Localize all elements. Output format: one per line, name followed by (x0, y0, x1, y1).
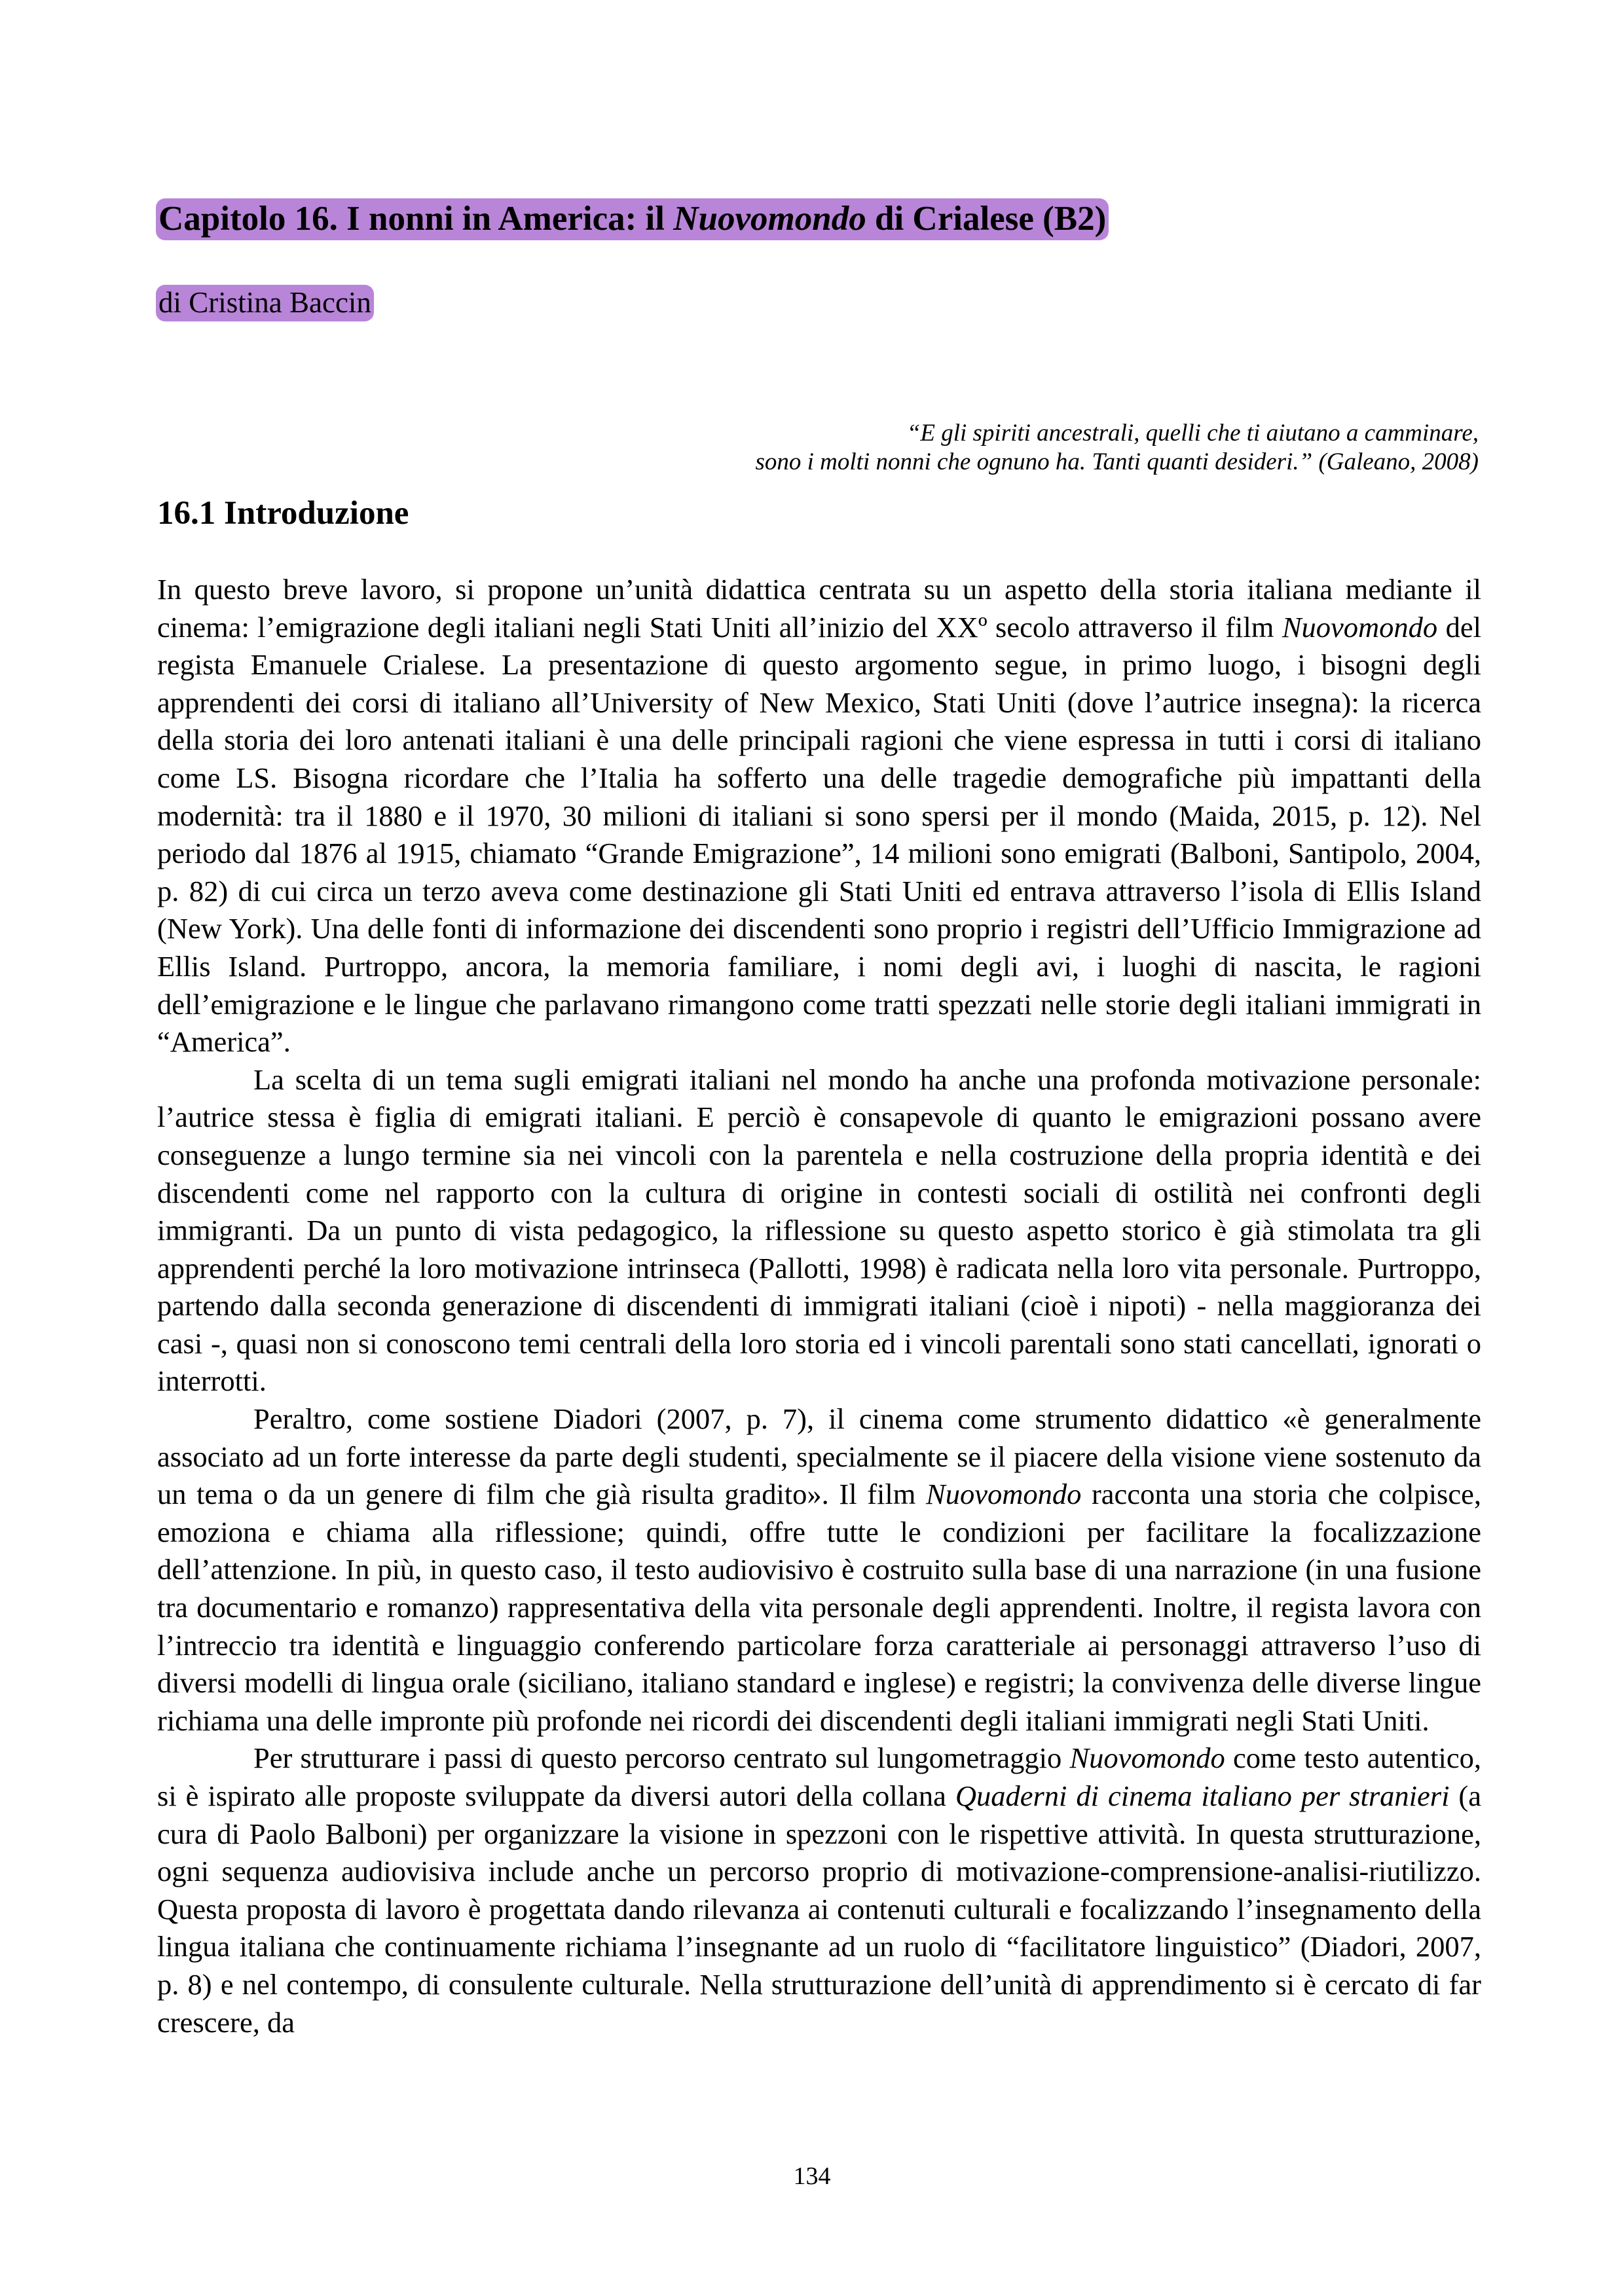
paragraph-text: Peraltro, come sostiene Diadori (2007, p. 7), il cinema come strumento didattico «è generalmente associato ad un forte interesse da parte degli studenti, specialmente se il piacere della visione viene sostenuto da un tema o da un genere di film che già risulta gradito». Il film (157, 1402, 1481, 1511)
body-paragraph (157, 1400, 1481, 1740)
epigraph-line-2: sono i molti nonni che ognuno ha. Tanti quanti desideri.” (Galeano, 2008) (755, 448, 1479, 475)
italic-title-text: Nuovomondo (1069, 1741, 1225, 1775)
chapter-author (156, 282, 374, 323)
chapter-title-prefix: Capitolo 16. I nonni in America: il (158, 200, 674, 238)
section-heading: 16.1 Introduzione (157, 495, 409, 532)
paragraph-text: del regista Emanuele Crialese. La presentazione di questo argomento segue, in primo luogo, i bisogni degli apprendenti dei corsi di italiano all’University of New Mexico, Stati Uniti (dove l’autrice insegna): la ricerca della storia dei loro antenati italiani è una delle principali ragioni che viene espressa in tutti i corsi di italiano come LS. Bisogna ricordare che l’Italia ha sofferto una delle tragedie demografiche più impattanti della modernità: tra il 1880 e il 1970, 30 milioni di italiani si sono spersi per il mondo (Maida, 2015, p. 12). Nel periodo dal 1876 al 1915, chiamato “Grande Emigrazione”, 14 milioni sono emigrati (Balboni, Santipolo, 2004, p. 82) di cui circa un terzo aveva come destinazione gli Stati Uniti ed entrava attraverso l’isola di Ellis Island (New York). Una delle fonti di informazione dei discendenti sono proprio i registri dell’Ufficio Immigrazione ad Ellis Island. Purtroppo, ancora, la memoria familiare, i nomi degli avi, i luoghi di nascita, le ragioni dell’emigrazione e le lingue che parlavano rimangono come tratti spezzati nelle storie degli italiani immigrati in “America”. (157, 610, 1481, 1059)
italic-title-text: Quaderni di cinema italiano per stranieri (955, 1779, 1450, 1812)
paragraph-text: La scelta di un tema sugli emigrati italiani nel mondo ha anche una profonda motivazione personale: l’autrice stessa è figlia di emigrati italiani. E perciò è consapevole di quanto le emigrazioni possano avere conseguenze a lungo termine sia nei vincoli con la parentela e nella costruzione della propria identità e dei discendenti come nel rapporto con la cultura di origine in contesti sociali di ostilità nei confronti degli immigranti. Da un punto di vista pedagogico, la riflessione su questo aspetto storico è già stimolata tra gli apprendenti perché la loro motivazione intrinseca (Pallotti, 1998) è radicata nella loro vita personale. Purtroppo, partendo dalla seconda generazione di discendenti di immigrati italiani (cioè i nipoti) - nella maggioranza dei casi -, quasi non si conoscono temi centrali della loro storia ed i vincoli parentali sono stati cancellati, ignorati o interrotti. (157, 1063, 1481, 1398)
paragraph-text: come testo autentico, si è ispirato alle proposte sviluppate da diversi autori della collana (157, 1741, 1481, 1812)
chapter-author-highlight: di Cristina Baccin (156, 285, 374, 321)
chapter-title-suffix: di Crialese (B2) (866, 200, 1107, 238)
body-paragraph (157, 571, 1481, 1061)
paragraph-text: Per strutturare i passi di questo percorso centrato sul lungometraggio (253, 1741, 1070, 1775)
body-text (157, 571, 1481, 2041)
chapter-title-film: Nuovomondo (673, 200, 866, 238)
body-paragraph (157, 1740, 1481, 2041)
italic-title-text: Nuovomondo (1282, 610, 1438, 644)
paragraph-text: (a cura di Paolo Balboni) per organizzare la visione in spezzoni con le rispettive attività. In questa strutturazione, ogni sequenza audiovisiva include anche un percorso proprio di motivazione-comprensione-analisi-riutilizzo. Questa proposta di lavoro è progettata dando rilevanza ai contenuti culturali e focalizzando l’insegnamento della lingua italiana che continuamente richiama l’insegnante ad un ruolo di “facilitatore linguistico” (Diadori, 2007, p. 8) e nel contempo, di consulente culturale. Nella strutturazione dell’unità di apprendimento si è cercato di far crescere, da (157, 1779, 1481, 2039)
body-paragraph (157, 1061, 1481, 1400)
italic-title-text: Nuovomondo (926, 1478, 1082, 1511)
epigraph-line-1: “E gli spiriti ancestrali, quelli che ti aiutano a camminare, (906, 420, 1479, 446)
chapter-title (156, 194, 1109, 244)
page-number: 134 (793, 2162, 831, 2190)
chapter-title-highlight (156, 198, 1109, 240)
paragraph-text: racconta una storia che colpisce, emoziona e chiama alla riflessione; quindi, offre tutte le condizioni per facilitare la focalizzazione dell’attenzione. In più, in questo caso, il testo audiovisivo è costruito sulla base di una narrazione (in una fusione tra documentario e romanzo) rappresentativa della vita personale degli apprendenti. Inoltre, il regista lavora con l’intreccio tra identità e linguaggio conferendo particolare forza caratteriale ai personaggi attraverso l’uso di diversi modelli di lingua orale (siciliano, italiano standard e inglese) e registri; la convivenza delle diverse lingue richiama una delle impronte più profonde nei ricordi dei discendenti degli italiani immigrati negli Stati Uniti. (157, 1478, 1481, 1737)
paragraph-text: In questo breve lavoro, si propone un’unità didattica centrata su un aspetto della storia italiana mediante il cinema: l’emigrazione degli italiani negli Stati Uniti all’inizio del XXº secolo attraverso il film (157, 573, 1481, 644)
epigraph-quote (562, 419, 1479, 477)
